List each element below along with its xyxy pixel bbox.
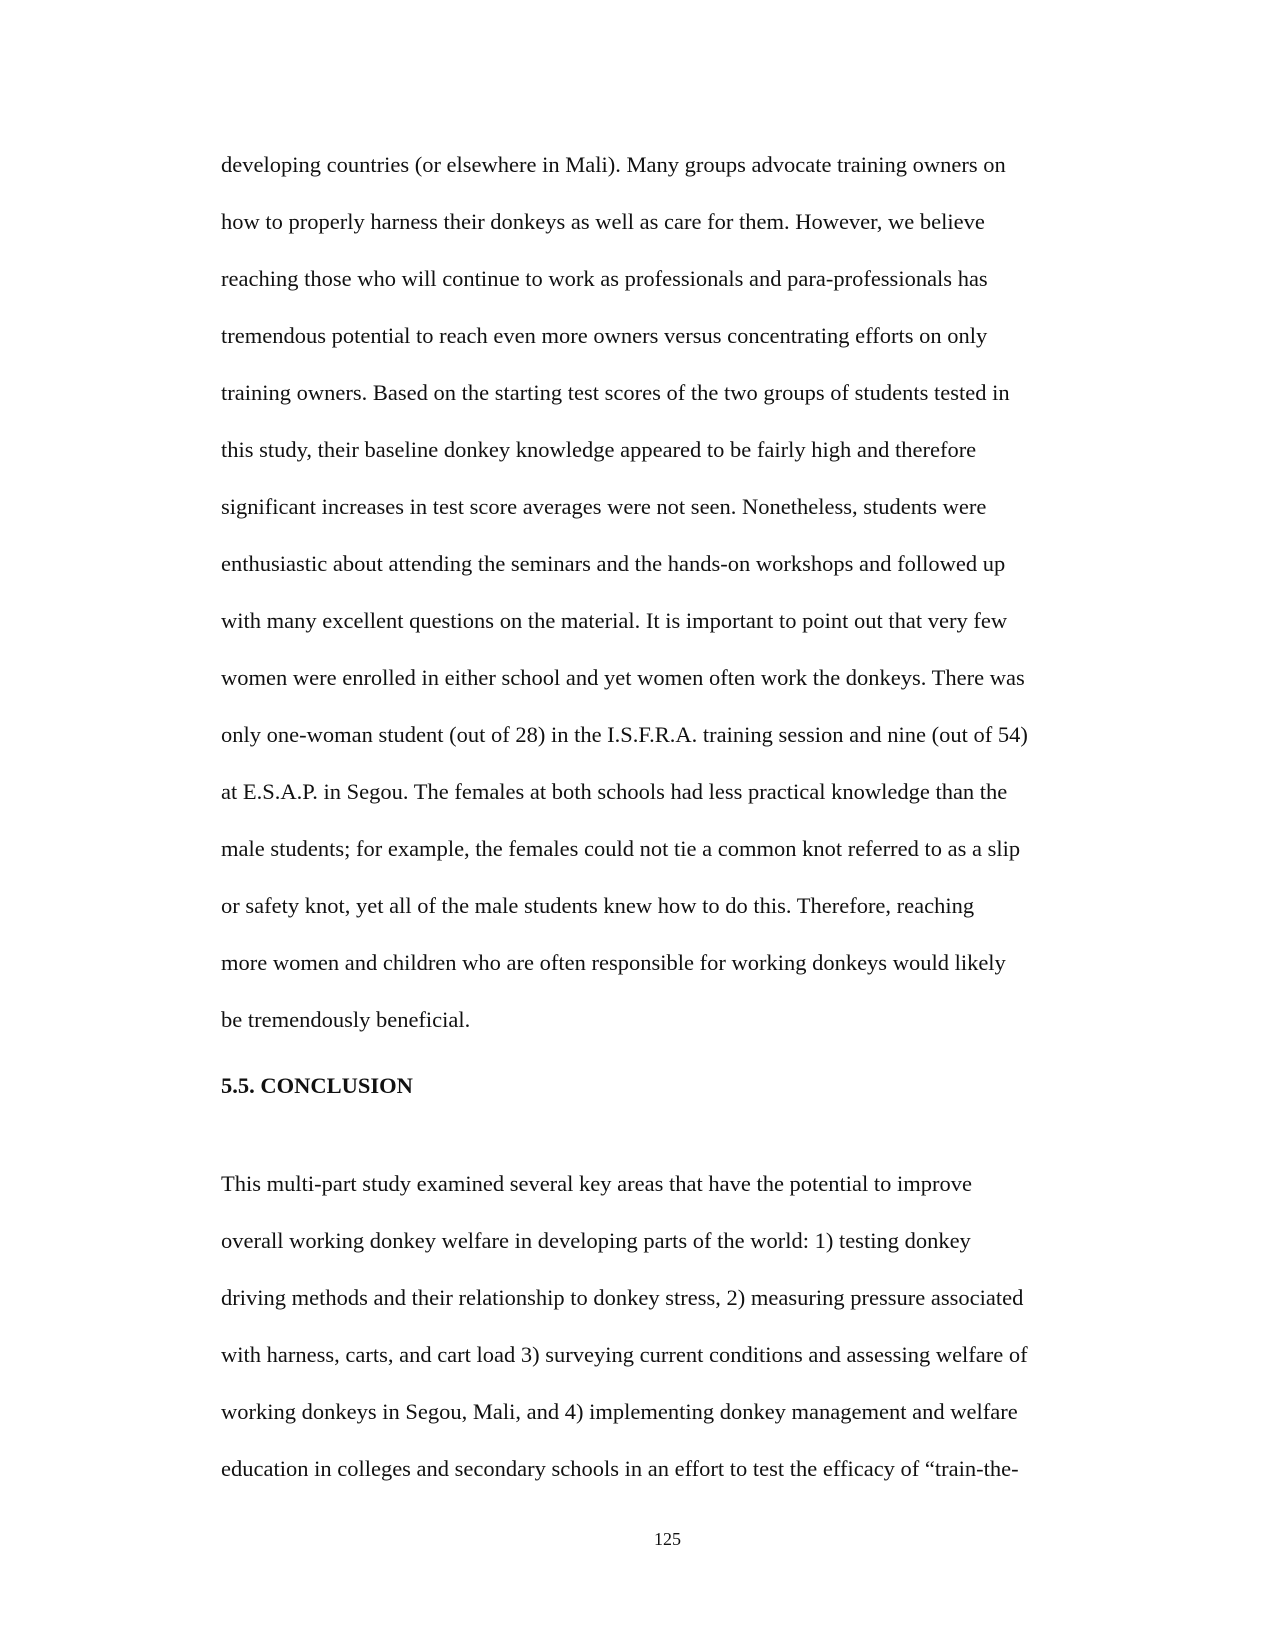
text-line: be tremendously beneficial. bbox=[221, 1007, 471, 1032]
text-line: this study, their baseline donkey knowledge appeared to be fairly high and therefore bbox=[221, 437, 977, 462]
text-line: overall working donkey welfare in developing parts of the world: 1) testing donkey bbox=[221, 1228, 971, 1253]
text-line: more women and children who are often responsible for working donkeys would likely bbox=[221, 950, 1006, 975]
text-line: how to properly harness their donkeys as well as care for them. However, we believe bbox=[221, 209, 985, 234]
text-line: reaching those who will continue to work as professionals and para-professionals has bbox=[221, 266, 988, 291]
text-line: education in colleges and secondary schools in an effort to test the efficacy of “train-the- bbox=[221, 1456, 1019, 1481]
section-heading: 5.5. CONCLUSION bbox=[221, 1073, 413, 1098]
text-line: working donkeys in Segou, Mali, and 4) implementing donkey management and welfare bbox=[221, 1399, 1018, 1424]
paragraph-discussion bbox=[221, 136, 1121, 1048]
text-line: or safety knot, yet all of the male students knew how to do this. Therefore, reaching bbox=[221, 893, 975, 918]
text-line: developing countries (or elsewhere in Mali). Many groups advocate training owners on bbox=[221, 152, 1006, 177]
text-line: significant increases in test score averages were not seen. Nonetheless, students were bbox=[221, 494, 987, 519]
text-line: women were enrolled in either school and yet women often work the donkeys. There was bbox=[221, 665, 1025, 690]
text-line: only one-woman student (out of 28) in the I.S.F.R.A. training session and nine (out of 54) bbox=[221, 722, 1028, 747]
text-line: male students; for example, the females could not tie a common knot referred to as a slip bbox=[221, 836, 1021, 861]
text-line: with many excellent questions on the material. It is important to point out that very few bbox=[221, 608, 1008, 633]
text-line: with harness, carts, and cart load 3) surveying current conditions and assessing welfare of bbox=[221, 1342, 1028, 1367]
text-line: enthusiastic about attending the seminars and the hands-on workshops and followed up bbox=[221, 551, 1006, 576]
text-line: at E.S.A.P. in Segou. The females at both schools had less practical knowledge than the bbox=[221, 779, 1008, 804]
page-number: 125 bbox=[654, 1529, 681, 1549]
paragraph-conclusion bbox=[221, 1155, 1121, 1497]
text-line: tremendous potential to reach even more owners versus concentrating efforts on only bbox=[221, 323, 988, 348]
text-line: training owners. Based on the starting test scores of the two groups of students tested in bbox=[221, 380, 1010, 405]
text-line: This multi-part study examined several key areas that have the potential to improve bbox=[221, 1171, 973, 1196]
text-line: driving methods and their relationship to donkey stress, 2) measuring pressure associated bbox=[221, 1285, 1024, 1310]
